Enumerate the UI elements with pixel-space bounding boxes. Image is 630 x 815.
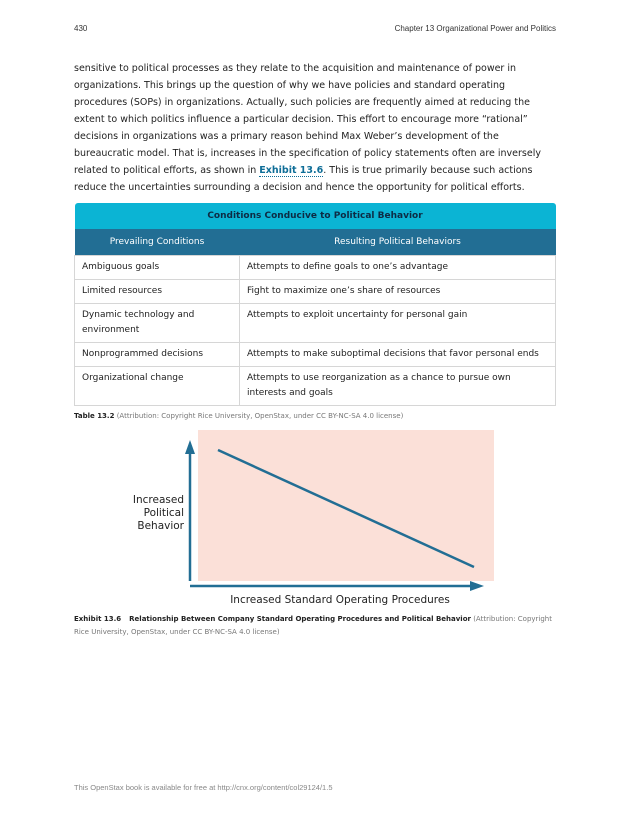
- conditions-table: [74, 203, 556, 406]
- y-axis-label-line2: Political: [143, 507, 184, 519]
- chapter-title: Chapter 13 Organizational Power and Politics: [394, 24, 556, 33]
- table-cell: Organizational change: [75, 367, 240, 406]
- table-row: [75, 256, 556, 280]
- exhibit-caption-title: Relationship Between Company Standard Operating Procedures and Political Behavior: [129, 615, 471, 623]
- table-caption-label: Table 13.2: [74, 412, 115, 420]
- paragraph-text-start: sensitive to political processes as they relate to the acquisition and maintenance of power in organizations. This brings up the question of why we have policies and standard operating procedures (SOPs) in organizations. Actually, such policies are frequently aimed at reducing the extent to which politics influence a particular decision. This effort to encourage more “rational” decisions in organizations was a primary reason behind Max Weber’s development of the bureaucratic model. That is, increases in the specification of policy statements often are inversely related to political efforts, as shown in: [74, 63, 541, 176]
- column-header-conditions: Prevailing Conditions: [75, 229, 240, 256]
- y-axis-label-line1: Increased: [132, 494, 184, 506]
- x-axis-arrow: [470, 581, 484, 591]
- table-cell: Fight to maximize one’s share of resources: [240, 280, 556, 304]
- table-cell: Attempts to use reorganization as a chance to pursue own interests and goals: [240, 367, 556, 406]
- exhibit-diagram: [130, 430, 510, 608]
- chart-background: [198, 430, 494, 581]
- table-cell: Ambiguous goals: [75, 256, 240, 280]
- exhibit-figure: [130, 430, 510, 608]
- table-row: [75, 367, 556, 406]
- table-cell: Dynamic technology and environment: [75, 304, 240, 343]
- table-cell: Attempts to make suboptimal decisions that favor personal ends: [240, 343, 556, 367]
- page-number: 430: [74, 24, 88, 33]
- table-row: [75, 304, 556, 343]
- exhibit-link[interactable]: Exhibit 13.6: [259, 165, 324, 176]
- column-header-behaviors: Resulting Political Behaviors: [240, 229, 556, 256]
- table-row: [75, 280, 556, 304]
- exhibit-caption-label: Exhibit 13.6: [74, 615, 122, 623]
- y-axis-arrow: [185, 440, 195, 454]
- page-footer: This OpenStax book is available for free at http://cnx.org/content/col29124/1.5: [74, 783, 333, 792]
- table-cell: Attempts to exploit uncertainty for personal gain: [240, 304, 556, 343]
- exhibit-caption: [74, 613, 556, 639]
- exhibit-caption-attribution: (Attribution: Copyright Rice University, OpenStax, under CC BY-NC-SA 4.0 license): [74, 615, 552, 636]
- table-caption-attribution: (Attribution: Copyright Rice University, OpenStax, under CC BY-NC-SA 4.0 license): [116, 412, 404, 420]
- table-cell: Nonprogrammed decisions: [75, 343, 240, 367]
- body-paragraph: [74, 60, 558, 196]
- table-caption: [74, 412, 403, 420]
- y-axis-label-line3: Behavior: [137, 520, 184, 532]
- x-axis-label: Increased Standard Operating Procedures: [230, 594, 450, 606]
- table-title: Conditions Conducive to Political Behavior: [75, 203, 556, 229]
- paragraph-text-end: . This is true primarily because such actions reduce the uncertainties surrounding a decision and hence the opportunity for political efforts.: [74, 165, 533, 193]
- table-cell: Limited resources: [75, 280, 240, 304]
- table-cell: Attempts to define goals to one’s advantage: [240, 256, 556, 280]
- table-row: [75, 343, 556, 367]
